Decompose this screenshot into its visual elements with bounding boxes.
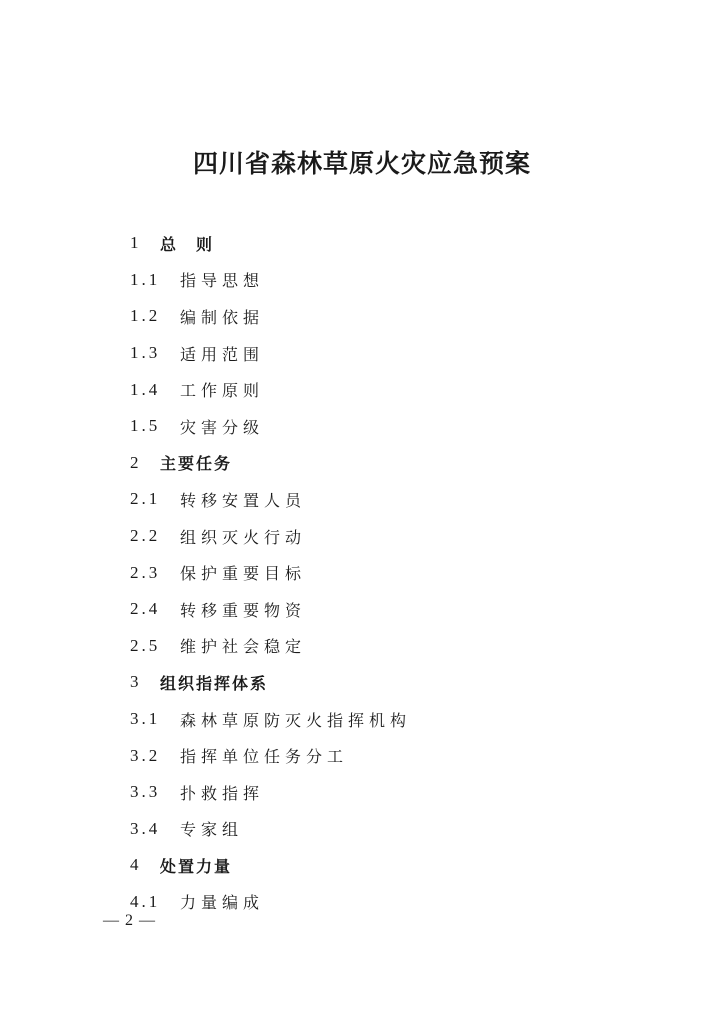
page-title: 四川省森林草原火灾应急预案 <box>192 149 531 178</box>
toc-section-2-2[interactable] <box>130 518 411 555</box>
toc-title: 组织指挥体系 <box>160 673 269 693</box>
toc-number: 3.2 <box>130 745 161 765</box>
toc-chapter-3[interactable] <box>130 664 411 701</box>
toc-number: 3.4 <box>130 818 161 838</box>
table-of-contents <box>130 225 411 920</box>
toc-number: 4 <box>130 855 139 875</box>
toc-title: 指导思想 <box>180 271 265 291</box>
toc-section-1-2[interactable] <box>130 298 411 335</box>
toc-number: 2.2 <box>130 526 161 546</box>
toc-title: 维护社会稳定 <box>180 637 307 657</box>
toc-title: 适用范围 <box>180 344 265 364</box>
toc-number: 2.3 <box>130 562 161 582</box>
toc-chapter-2[interactable] <box>130 445 411 482</box>
toc-title: 专家组 <box>180 820 244 840</box>
toc-section-1-5[interactable] <box>130 408 411 445</box>
toc-title: 总 则 <box>160 234 215 254</box>
toc-chapter-1[interactable] <box>130 225 411 262</box>
toc-section-2-1[interactable] <box>130 481 411 518</box>
toc-section-4-1[interactable] <box>130 884 411 921</box>
toc-number: 1.4 <box>130 379 161 399</box>
toc-title: 保护重要目标 <box>180 564 307 584</box>
toc-number: 3.3 <box>130 782 161 802</box>
toc-number: 1 <box>130 233 139 253</box>
toc-section-1-3[interactable] <box>130 335 411 372</box>
toc-number: 2.1 <box>130 489 161 509</box>
toc-number: 1.2 <box>130 306 161 326</box>
toc-title: 编制依据 <box>180 307 265 327</box>
toc-title: 灾害分级 <box>180 417 265 437</box>
toc-section-3-1[interactable] <box>130 701 411 738</box>
toc-section-2-5[interactable] <box>130 628 411 665</box>
toc-title: 工作原则 <box>180 381 265 401</box>
toc-section-2-3[interactable] <box>130 554 411 591</box>
toc-section-3-2[interactable] <box>130 737 411 774</box>
toc-chapter-4[interactable] <box>130 847 411 884</box>
toc-number: 2.5 <box>130 635 161 655</box>
toc-number: 1.1 <box>130 269 161 289</box>
toc-title: 主要任务 <box>160 454 233 474</box>
toc-title: 扑救指挥 <box>180 783 265 803</box>
toc-title: 组织灭火行动 <box>180 527 307 547</box>
toc-title: 指挥单位任务分工 <box>180 747 349 767</box>
toc-section-3-3[interactable] <box>130 774 411 811</box>
toc-title: 转移重要物资 <box>180 600 307 620</box>
toc-title: 转移安置人员 <box>180 490 307 510</box>
toc-title: 力量编成 <box>180 893 265 913</box>
toc-number: 1.5 <box>130 416 161 436</box>
toc-title: 森林草原防灭火指挥机构 <box>180 710 412 730</box>
toc-section-1-1[interactable] <box>130 262 411 299</box>
toc-section-2-4[interactable] <box>130 591 411 628</box>
toc-section-1-4[interactable] <box>130 371 411 408</box>
toc-title: 处置力量 <box>160 856 233 876</box>
toc-number: 4.1 <box>130 891 161 911</box>
toc-number: 2.4 <box>130 599 161 619</box>
toc-number: 2 <box>130 452 139 472</box>
toc-number: 3 <box>130 672 139 692</box>
page-number: — 2 — <box>103 912 156 929</box>
toc-number: 1.3 <box>130 343 161 363</box>
toc-number: 3.1 <box>130 709 161 729</box>
toc-section-3-4[interactable] <box>130 811 411 848</box>
